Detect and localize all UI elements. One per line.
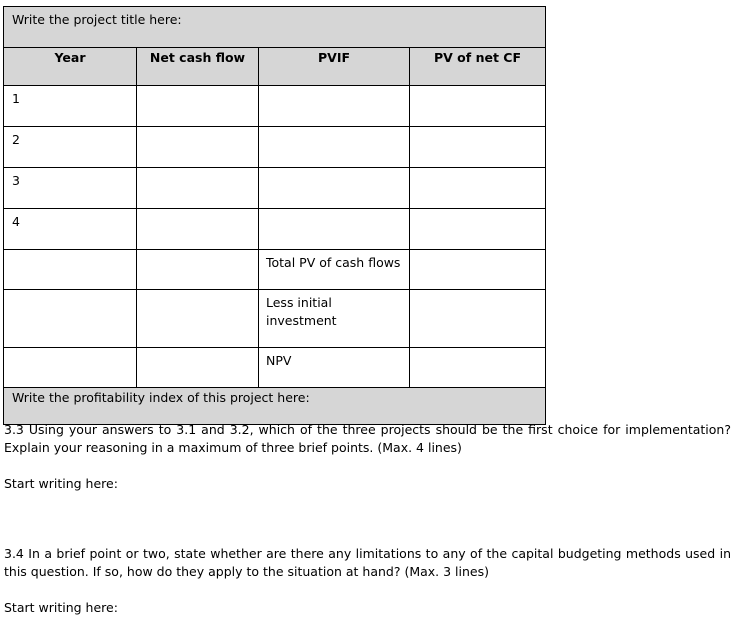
empty-cell bbox=[137, 290, 259, 348]
pvif-cell[interactable] bbox=[259, 127, 410, 168]
empty-cell bbox=[137, 250, 259, 290]
header-net-cash-flow: Net cash flow bbox=[137, 48, 259, 86]
project-title-prompt: Write the project title here: bbox=[12, 12, 182, 27]
empty-cell bbox=[4, 250, 137, 290]
start-writing-3-3[interactable]: Start writing here: bbox=[4, 476, 118, 491]
start-writing-3-4[interactable]: Start writing here: bbox=[4, 600, 118, 615]
profitability-index-cell[interactable] bbox=[4, 388, 546, 425]
pvif-cell[interactable] bbox=[259, 209, 410, 250]
table-row bbox=[4, 168, 546, 209]
pvif-cell[interactable] bbox=[259, 168, 410, 209]
net-cash-flow-cell[interactable] bbox=[137, 209, 259, 250]
net-cash-flow-cell[interactable] bbox=[137, 127, 259, 168]
pv-cell[interactable] bbox=[410, 86, 546, 127]
table-row bbox=[4, 86, 546, 127]
header-year: Year bbox=[4, 48, 137, 86]
less-initial-label: Less initial investment bbox=[259, 290, 410, 348]
pv-cell[interactable] bbox=[410, 209, 546, 250]
npv-label: NPV bbox=[259, 348, 410, 388]
table-header-row bbox=[4, 48, 546, 86]
total-pv-row bbox=[4, 250, 546, 290]
year-cell: 1 bbox=[4, 86, 137, 127]
year-cell: 2 bbox=[4, 127, 137, 168]
empty-cell bbox=[4, 290, 137, 348]
empty-cell bbox=[4, 348, 137, 388]
net-cash-flow-cell[interactable] bbox=[137, 86, 259, 127]
npv-value-cell[interactable] bbox=[410, 348, 546, 388]
pv-cell[interactable] bbox=[410, 168, 546, 209]
npv-table bbox=[3, 6, 546, 425]
profitability-index-prompt: Write the profitability index of this project here: bbox=[12, 390, 310, 405]
question-3-3: 3.3 Using your answers to 3.1 and 3.2, which of the three projects should be the first choice for implementation? Explain your reasoning in a maximum of three brief points. (Max. 4 lines) bbox=[4, 422, 731, 455]
header-pv-of-net-cf: PV of net CF bbox=[410, 48, 546, 86]
less-initial-row bbox=[4, 290, 546, 348]
pv-cell[interactable] bbox=[410, 127, 546, 168]
empty-cell bbox=[137, 348, 259, 388]
total-pv-value-cell[interactable] bbox=[410, 250, 546, 290]
project-title-cell[interactable] bbox=[4, 7, 546, 48]
total-pv-label: Total PV of cash flows bbox=[259, 250, 410, 290]
header-pvif: PVIF bbox=[259, 48, 410, 86]
year-cell: 4 bbox=[4, 209, 137, 250]
question-3-4: 3.4 In a brief point or two, state whether are there any limitations to any of the capital budgeting methods used in this question. If so, how do they apply to the situation at hand? (Max. 3 lines) bbox=[4, 546, 731, 579]
table-row bbox=[4, 127, 546, 168]
net-cash-flow-cell[interactable] bbox=[137, 168, 259, 209]
table-row bbox=[4, 209, 546, 250]
year-cell: 3 bbox=[4, 168, 137, 209]
pvif-cell[interactable] bbox=[259, 86, 410, 127]
npv-row bbox=[4, 348, 546, 388]
less-initial-value-cell[interactable] bbox=[410, 290, 546, 348]
